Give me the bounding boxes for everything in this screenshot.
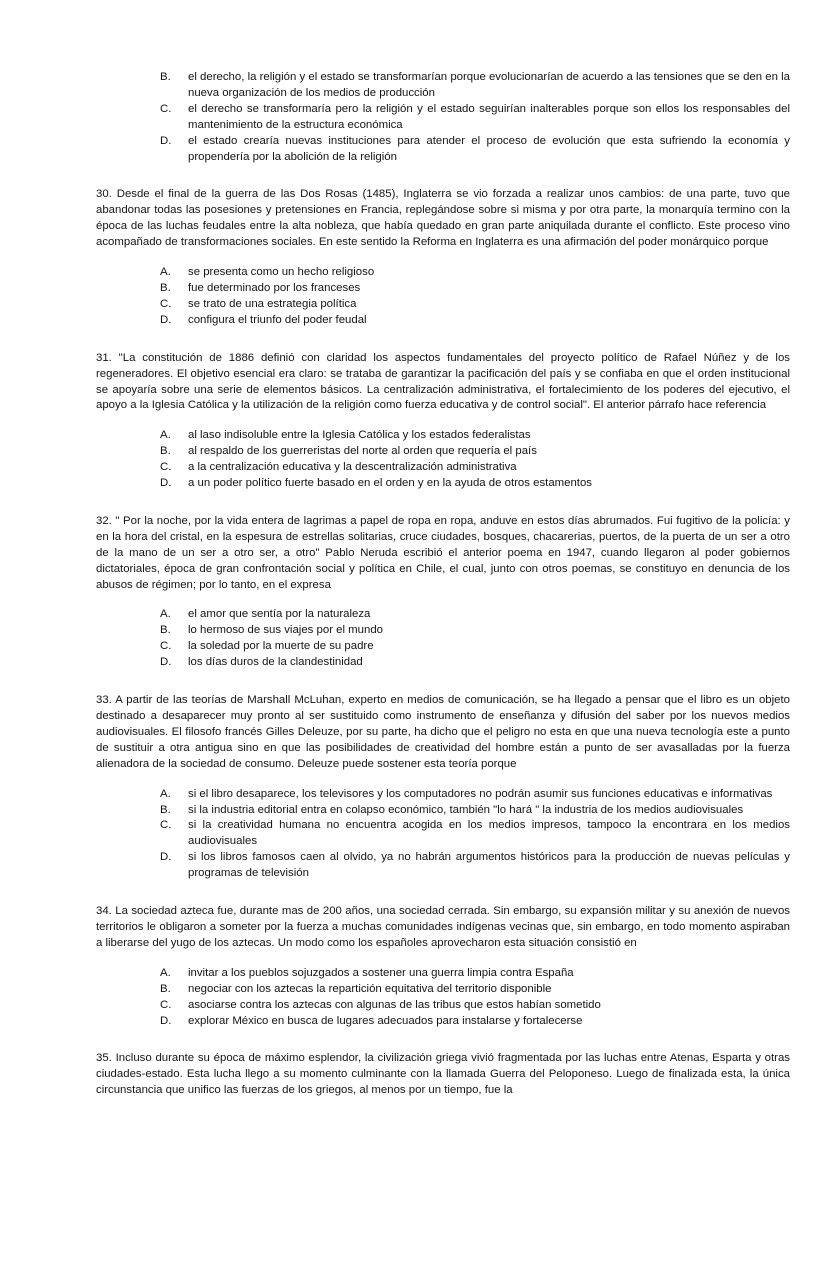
option-item[interactable] [96,803,790,819]
option-item[interactable] [96,982,790,998]
option-letter: A. [160,787,171,800]
option-item[interactable] [96,313,790,329]
option-text: el derecho se transformaría pero la religión y el estado seguirían inalterables porque son ellos los responsables del mantenimiento de la estructura económica [188,102,790,131]
spacer [96,593,790,607]
option-item[interactable] [96,655,790,671]
option-item[interactable] [96,623,790,639]
option-text: se presenta como un hecho religioso [188,266,375,279]
option-text: a la centralización educativa y la descentralización administrativa [188,461,517,474]
option-item[interactable] [96,460,790,476]
question-35-stem: 35. Incluso durante su época de máximo esplendor, la civilización griega vivió fragmentada por las luchas entre Atenas, Esparta y otras ciudades-estado. Esta lucha llego a su momento culminante con la llamada Guerra del Peloponeso. Luego de finalizada esta, la única circunstancia que unifico las fuerzas de los griegos, al menos por un tiempo, fue la [96,1052,790,1097]
option-item[interactable] [96,966,790,982]
option-letter: A. [160,266,171,279]
option-letter: C. [160,461,172,474]
option-text: el derecho, la religión y el estado se transformarían porque evolucionarían de acuerdo a las tensiones que se den en la nueva organización de los medios de producción [188,71,790,99]
spacer [96,952,790,966]
spacer [96,1029,790,1051]
option-text: a un poder político fuerte basado en el orden y en la ayuda de otros estamentos [188,477,593,490]
question-30-stem: 30. Desde el final de la guerra de las Dos Rosas (1485), Inglaterra se vio forzada a realizar unos cambios: de una parte, tuvo que abandonar todas las posesiones y pretensiones en Francia, replegándose sobre si misma y por otra parte, la monarquía termino con la época de las luchas feudales entre la alta nobleza, que había quedado en gran parte aniquilada durante el conflicto. Este proceso vino acompañado de transformaciones sociales. En este sentido la Reforma en Inglaterra es una afirmación del poder monárquico porque [96,188,790,249]
option-item[interactable] [96,818,790,850]
option-letter: A. [160,429,171,442]
option-item[interactable] [96,1014,790,1030]
question-33-stem: 33. A partir de las teorías de Marshall McLuhan, experto en medios de comunicación, se ha llegado a pensar que el libro es un objeto destinado a desaparecer muy pronto al ser sustituido como instrumento de enseñanza y difusión del saber por los nuevos medios audiovisuales. El filosofo francés Gilles Deleuze, por su parte, ha dicho que el peligro no esta en que una nueva tecnología este a punto de sustituir a otra antigua sino en que las posibilidades de creatividad del hombre están a punto de ser avasalladas por la fuerza alienadora de la sociedad de consumo. Deleuze puede sostener esta teoría porque [96,694,790,770]
option-text: si la industria editorial entra en colapso económico, también "lo hará " la industria de los medios audiovisuales [188,803,744,816]
option-letter: C. [160,998,172,1011]
option-item[interactable] [96,787,790,803]
option-letter: D. [160,851,172,864]
option-text: el estado crearía nuevas instituciones para atender el proceso de evolución que esta sufriendo la economía y propendería por la abolición de la religión [188,134,790,163]
option-letter: B. [160,624,171,637]
question-32-stem: 32. " Por la noche, por la vida entera de lagrimas a papel de ropa en ropa, anduve en estos días abrumados. Fui fugitivo de la policía: y en la hora del cristal, en la espesura de estrellas solitarias, cruce ciudades, bosques, chacarerias, puertos, de la puerta de un ser a otro de la mano de un ser a otro ser, a otro" Pablo Neruda escribió el anterior poema en 1947, cuando llegaron al poder gobiernos dictatoriales, época de gran confrontación social y política en Chile, el cual, junto con otros poemas, se constituyo en denuncia de los abusos de régimen; por lo tanto, en el expresa [96,514,790,591]
option-text: al respaldo de los guerreristas del norte al orden que requería el país [188,445,537,458]
option-letter: D. [160,134,172,147]
option-letter: B. [160,71,171,83]
spacer [96,165,790,187]
option-letter: C. [160,640,172,653]
option-letter: B. [160,803,171,816]
option-text: invitar a los pueblos sojuzgados a sostener una guerra limpia contra España [188,966,574,979]
spacer [96,773,790,787]
question-33-options [96,787,790,882]
option-text: configura el triunfo del poder feudal [188,313,367,326]
question-34-stem: 34. La sociedad azteca fue, durante mas de 200 años, una sociedad cerrada. Sin embargo, su expansión militar y su anexión de nuevos territorios le obligaron a someter por la fuerza a muchas comunidades indígenas vecinas que, sin embargo, en todo momento aspiraban a liberarse del yugo de los aztecas. Un modo como los españoles aprovecharon esta situación consistió en [96,905,790,949]
option-letter: B. [160,982,171,995]
option-text: se trato de una estrategia política [188,297,357,310]
option-text: el amor que sentía por la naturaleza [188,608,371,621]
question-30-options [96,265,790,329]
option-text: los días duros de la clandestinidad [188,656,363,669]
option-item[interactable] [96,428,790,444]
question-31-options [96,428,790,492]
option-letter: B. [160,445,171,458]
option-item[interactable] [96,265,790,281]
option-letter: C. [160,819,172,832]
option-item[interactable] [96,444,790,460]
option-letter: C. [160,297,172,310]
spacer [96,251,790,265]
option-text: fue determinado por los franceses [188,281,361,294]
option-text: al laso indisoluble entre la Iglesia Católica y los estados federalistas [188,429,531,442]
question-32-options [96,607,790,671]
option-item[interactable] [96,297,790,313]
option-letter: B. [160,281,171,294]
spacer [96,492,790,514]
option-text: explorar México en busca de lugares adecuados para instalarse y fortalecerse [188,1014,583,1027]
option-text: si la creatividad humana no encuentra acogida en los medios impresos, tampoco la encontrara en los medios audiovisuales [188,819,790,848]
question-34-options [96,966,790,1030]
continued-options-list [96,70,790,165]
option-item[interactable] [96,281,790,297]
option-letter: D. [160,313,172,326]
option-text: la soledad por la muerte de su padre [188,640,374,653]
option-item[interactable] [96,998,790,1014]
option-item[interactable] [96,850,790,882]
option-item[interactable] [96,102,790,134]
spacer [96,329,790,351]
spacer [96,882,790,904]
option-text: negociar con los aztecas la repartición equitativa del territorio disponible [188,982,552,995]
option-letter: A. [160,608,171,621]
option-item[interactable] [96,476,790,492]
option-item[interactable] [96,70,790,102]
option-text: lo hermoso de sus viajes por el mundo [188,624,384,637]
option-letter: C. [160,102,172,115]
option-item[interactable] [96,639,790,655]
option-item[interactable] [96,134,790,166]
option-letter: A. [160,966,171,979]
question-31-stem: 31. "La constitución de 1886 definió con claridad los aspectos fundamentales del proyecto político de Rafael Núñez y de los regeneradores. El objetivo esencial era claro: se trataba de garantizar la pacificación del país y se confiaba en que el orden institucional se apoyaría sobre una serie de elementos básicos. La centralización administrativa, el fortalecimiento de los poderes del ejecutivo, el apoyo a la Iglesia Católica y la utilización de la religión como fuerza educativa y de control social". El anterior párrafo hace referencia [96,351,790,412]
spacer [96,414,790,428]
option-text: si los libros famosos caen al olvido, ya no habrán argumentos históricos para la producción de nuevas películas y programas de televisión [188,851,790,880]
option-item[interactable] [96,607,790,623]
option-letter: D. [160,477,172,490]
spacer [96,671,790,693]
option-text: si el libro desaparece, los televisores y los computadores no podrán asumir sus funciones educativas e informativas [188,787,773,800]
option-text: asociarse contra los aztecas con algunas de las tribus que estos habían sometido [188,998,601,1011]
option-letter: D. [160,656,172,669]
option-letter: D. [160,1014,172,1027]
